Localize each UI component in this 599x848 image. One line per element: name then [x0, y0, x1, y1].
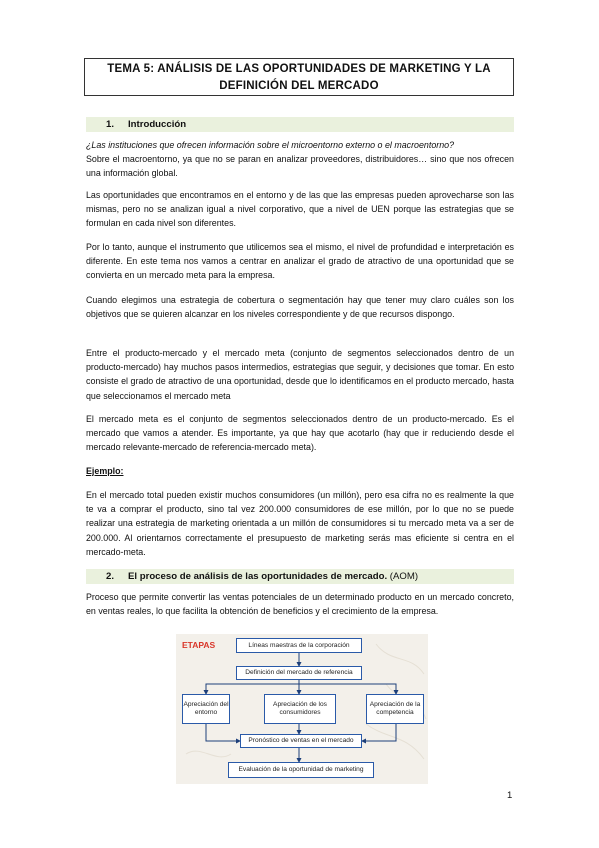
paragraph-mercado-meta: El mercado meta es el conjunto de segmentos seleccionados dentro de un producto-mercado. Es el mercado que vamos a atender. Es importante, ya que hay que acotarlo (hay que ir reduciendo desde el mercado relevante-mercado de referencia-mercado meta). — [86, 414, 514, 453]
paragraph-macroentorno: Sobre el macroentorno, ya que no se paran en analizar proveedores, distribuidores… sino que nos ofrecen una información global. — [86, 154, 514, 179]
section-heading-introduccion — [86, 117, 514, 132]
box-pronostico-ventas: Pronóstico de ventas en el mercado — [240, 734, 362, 748]
etapas-diagram — [176, 634, 428, 784]
box-evaluacion-oportunidad: Evaluación de la oportunidad de marketing — [228, 762, 374, 778]
document-title — [84, 58, 514, 96]
intro-question: ¿Las instituciones que ofrecen información sobre el microentorno externo o el macroentorno? — [86, 140, 455, 150]
paragraph-oportunidades: Las oportunidades que encontramos en el entorno y de las que las empresas pueden aprovecharse son las mismas, pero no se analizan igual a nivel corporativo, que a nivel de UEN porque las estrategias que se formulan en cada nivel son diferentes. — [86, 190, 514, 229]
box-apreciacion-consumidores: Apreciación de los consumidores — [264, 694, 336, 724]
section-heading-aom — [86, 569, 514, 584]
paragraph-estrategia: Cuando elegimos una estrategia de cobertura o segmentación hay que tener muy claro cuáles son los objetivos que se quieren alcanzar en los niveles correspondiente y de que recursos dispongo. — [86, 295, 514, 320]
paragraph-producto-mercado: Entre el producto-mercado y el mercado meta (conjunto de segmentos seleccionados dentro de un producto-mercado) hay muchos pasos intermedios, estrategias que seguir, y decisiones que tomar. En esto consiste el grado de atractivo de una oportunidad, desde que lo identificamos en el producto mercado, hasta que seleccionamos el mercado meta — [86, 348, 514, 401]
section-number: 1. — [106, 119, 115, 130]
title-line-2: DEFINICIÓN DEL MERCADO — [219, 80, 379, 92]
box-lineas-maestras: Líneas maestras de la corporación — [236, 638, 362, 653]
title-line-1: TEMA 5: ANÁLISIS DE LAS OPORTUNIDADES DE MARKETING Y LA — [107, 63, 491, 75]
section-suffix: (AOM) — [387, 571, 419, 582]
section-number: 2. — [106, 571, 115, 582]
box-apreciacion-entorno: Apreciación del entorno — [182, 694, 230, 724]
paragraph-instrumento: Por lo tanto, aunque el instrumento que utilicemos sea el mismo, el nivel de profundidad e interpretación es diferente. En este tema nos vamos a centrar en analizar el grado de atractivo de una oportunidad que se convierta en un mercado meta para la empresa. — [86, 242, 514, 281]
example-heading: Ejemplo: — [86, 466, 124, 476]
section-label: Introducción — [128, 119, 187, 130]
paragraph-proceso: Proceso que permite convertir las ventas potenciales de un determinado producto en un mercado concreto, en ventas reales, lo que facilita la obtención de beneficios y el crecimiento de la empresa. — [86, 592, 514, 617]
paragraph-ejemplo: En el mercado total pueden existir muchos consumidores (un millón), pero esa cifra no es realmente la que te va a comprar el producto, sino tal vez 200.000 consumidores de ese millón, por lo que no se puede realizar una estrategia de marketing orientada a un millón de consumidores si tu mercado meta va a ser de 200.000. Al orientarnos correctamente el presupuesto de marketing serás mas eficiente si centra en el mercado-meta. — [86, 490, 514, 557]
page-number: 1 — [507, 790, 513, 801]
box-apreciacion-competencia: Apreciación de la competencia — [366, 694, 424, 724]
box-definicion-mercado: Definición del mercado de referencia — [236, 666, 362, 680]
etapas-heading: ETAPAS — [182, 640, 216, 650]
section-label: El proceso de análisis de las oportunidades de mercado. — [128, 571, 388, 582]
